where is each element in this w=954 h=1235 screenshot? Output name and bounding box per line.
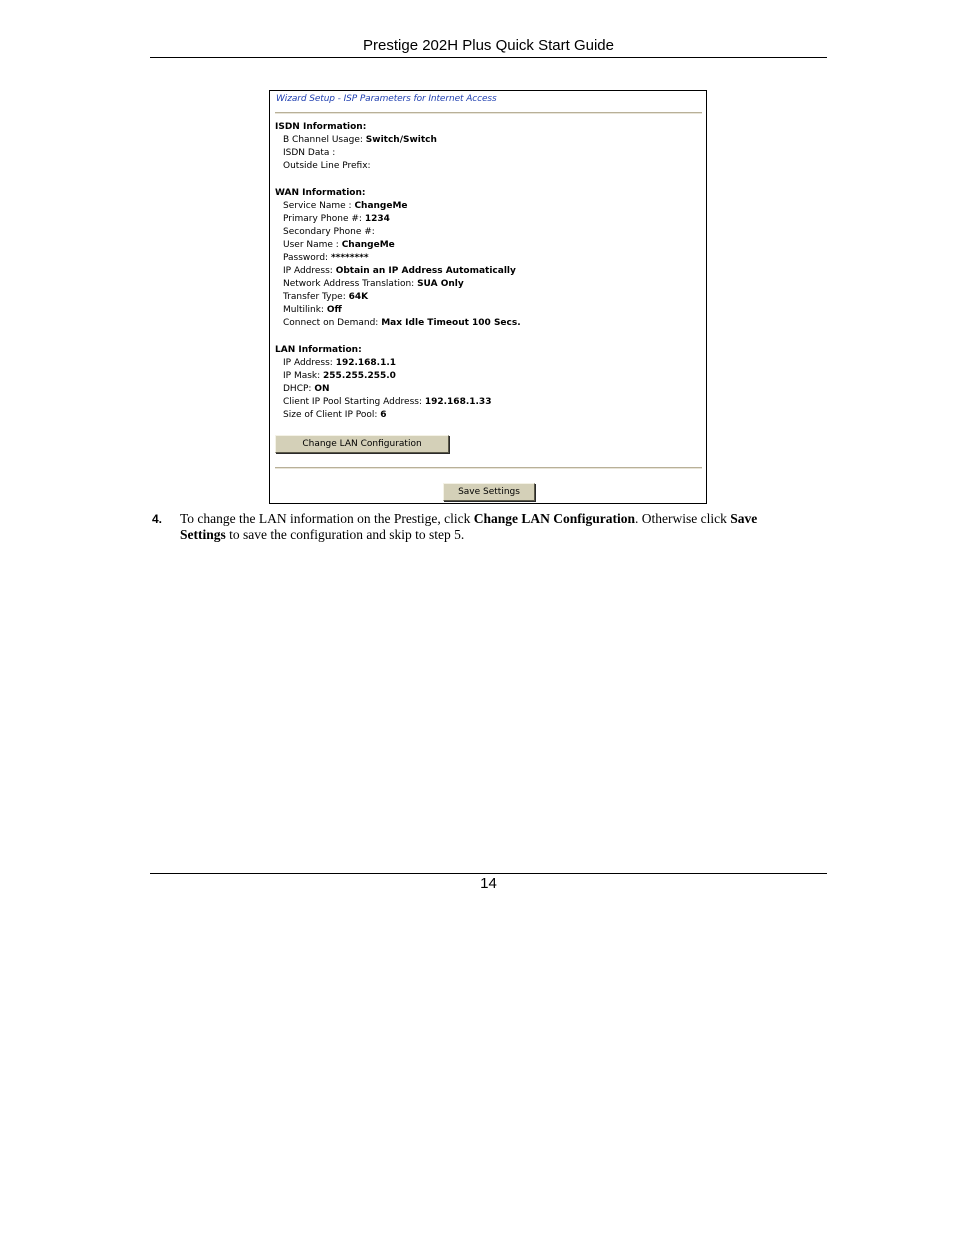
lan-heading: LAN Information: — [275, 345, 362, 355]
step-text-part-1: To change the LAN information on the Prestige, click — [180, 511, 474, 526]
step-bold-save-settings: Save Settings — [180, 511, 758, 542]
row-label: Multilink: — [283, 305, 327, 315]
wan-primary-phone-row — [275, 213, 521, 226]
wan-transfer-type-row — [275, 291, 521, 304]
row-value: 255.255.255.0 — [323, 371, 396, 381]
row-value: SUA Only — [417, 279, 464, 289]
step-text-part-3: to save the configuration and skip to step 5. — [225, 527, 465, 542]
isdn-heading: ISDN Information: — [275, 122, 367, 132]
panel-title: Wizard Setup - ISP Parameters for Internet Access — [276, 94, 497, 104]
wan-nat-row — [275, 278, 521, 291]
footer-divider — [150, 873, 827, 874]
lan-pool-start-row — [275, 396, 491, 409]
wan-user-name-row — [275, 239, 521, 252]
page-header-title: Prestige 202H Plus Quick Start Guide — [363, 37, 614, 54]
row-value: Obtain an IP Address Automatically — [335, 266, 516, 276]
row-label: Service Name : — [283, 201, 355, 211]
wan-service-name-row — [275, 200, 521, 213]
lan-section — [275, 344, 491, 422]
step-bold-change-lan: Change LAN Configuration — [473, 511, 636, 526]
row-value: 192.168.1.33 — [424, 397, 492, 407]
row-value: 192.168.1.1 — [335, 358, 397, 368]
panel-divider-bottom — [275, 467, 702, 469]
row-label: B Channel Usage: — [283, 135, 366, 145]
row-label: Size of Client IP Pool: — [283, 410, 381, 420]
isdn-data-row — [275, 147, 437, 160]
wan-multilink-row — [275, 304, 521, 317]
change-lan-configuration-button[interactable]: Change LAN Configuration — [275, 435, 449, 453]
row-label: Secondary Phone #: — [283, 227, 375, 237]
row-value: 6 — [380, 410, 387, 420]
lan-ip-address-row — [275, 357, 491, 370]
row-label: Password: — [283, 253, 331, 263]
step-text-part-2: . Otherwise click — [635, 511, 731, 526]
wizard-setup-panel — [269, 90, 707, 504]
row-label: DHCP: — [283, 384, 315, 394]
wan-password-row — [275, 252, 521, 265]
page-number: 14 — [480, 875, 497, 892]
isdn-b-channel-row — [275, 134, 437, 147]
step-4-instruction — [150, 511, 790, 543]
row-label: IP Mask: — [283, 371, 324, 381]
row-label: IP Address: — [283, 266, 336, 276]
row-value: ChangeMe — [354, 201, 408, 211]
isdn-section — [275, 121, 437, 173]
row-label: IP Address: — [283, 358, 336, 368]
row-label: Primary Phone #: — [283, 214, 365, 224]
wan-connect-on-demand-row — [275, 317, 521, 330]
step-text — [180, 511, 790, 543]
wan-ip-address-row — [275, 265, 521, 278]
step-number: 4. — [152, 512, 163, 526]
row-value: 64K — [348, 292, 369, 302]
row-label: Outside Line Prefix: — [283, 161, 371, 171]
lan-pool-size-row — [275, 409, 491, 422]
isdn-outside-prefix-row — [275, 160, 437, 173]
row-value: ON — [314, 384, 330, 394]
row-value: Max Idle Timeout 100 Secs. — [381, 318, 521, 328]
wan-secondary-phone-row — [275, 226, 521, 239]
row-value: Switch/Switch — [365, 135, 437, 145]
row-label: User Name : — [283, 240, 342, 250]
lan-ip-mask-row — [275, 370, 491, 383]
row-value: ChangeMe — [341, 240, 395, 250]
row-label: ISDN Data : — [283, 148, 336, 158]
panel-divider-top — [275, 112, 702, 114]
row-label: Transfer Type: — [283, 292, 349, 302]
save-settings-button[interactable]: Save Settings — [443, 483, 535, 501]
header-divider — [150, 57, 827, 58]
row-value: Off — [326, 305, 342, 315]
lan-dhcp-row — [275, 383, 491, 396]
wan-section — [275, 187, 521, 330]
row-label: Client IP Pool Starting Address: — [283, 397, 425, 407]
row-value: 1234 — [364, 214, 390, 224]
row-value: ******** — [330, 253, 369, 263]
row-label: Connect on Demand: — [283, 318, 382, 328]
row-label: Network Address Translation: — [283, 279, 418, 289]
wan-heading: WAN Information: — [275, 188, 366, 198]
